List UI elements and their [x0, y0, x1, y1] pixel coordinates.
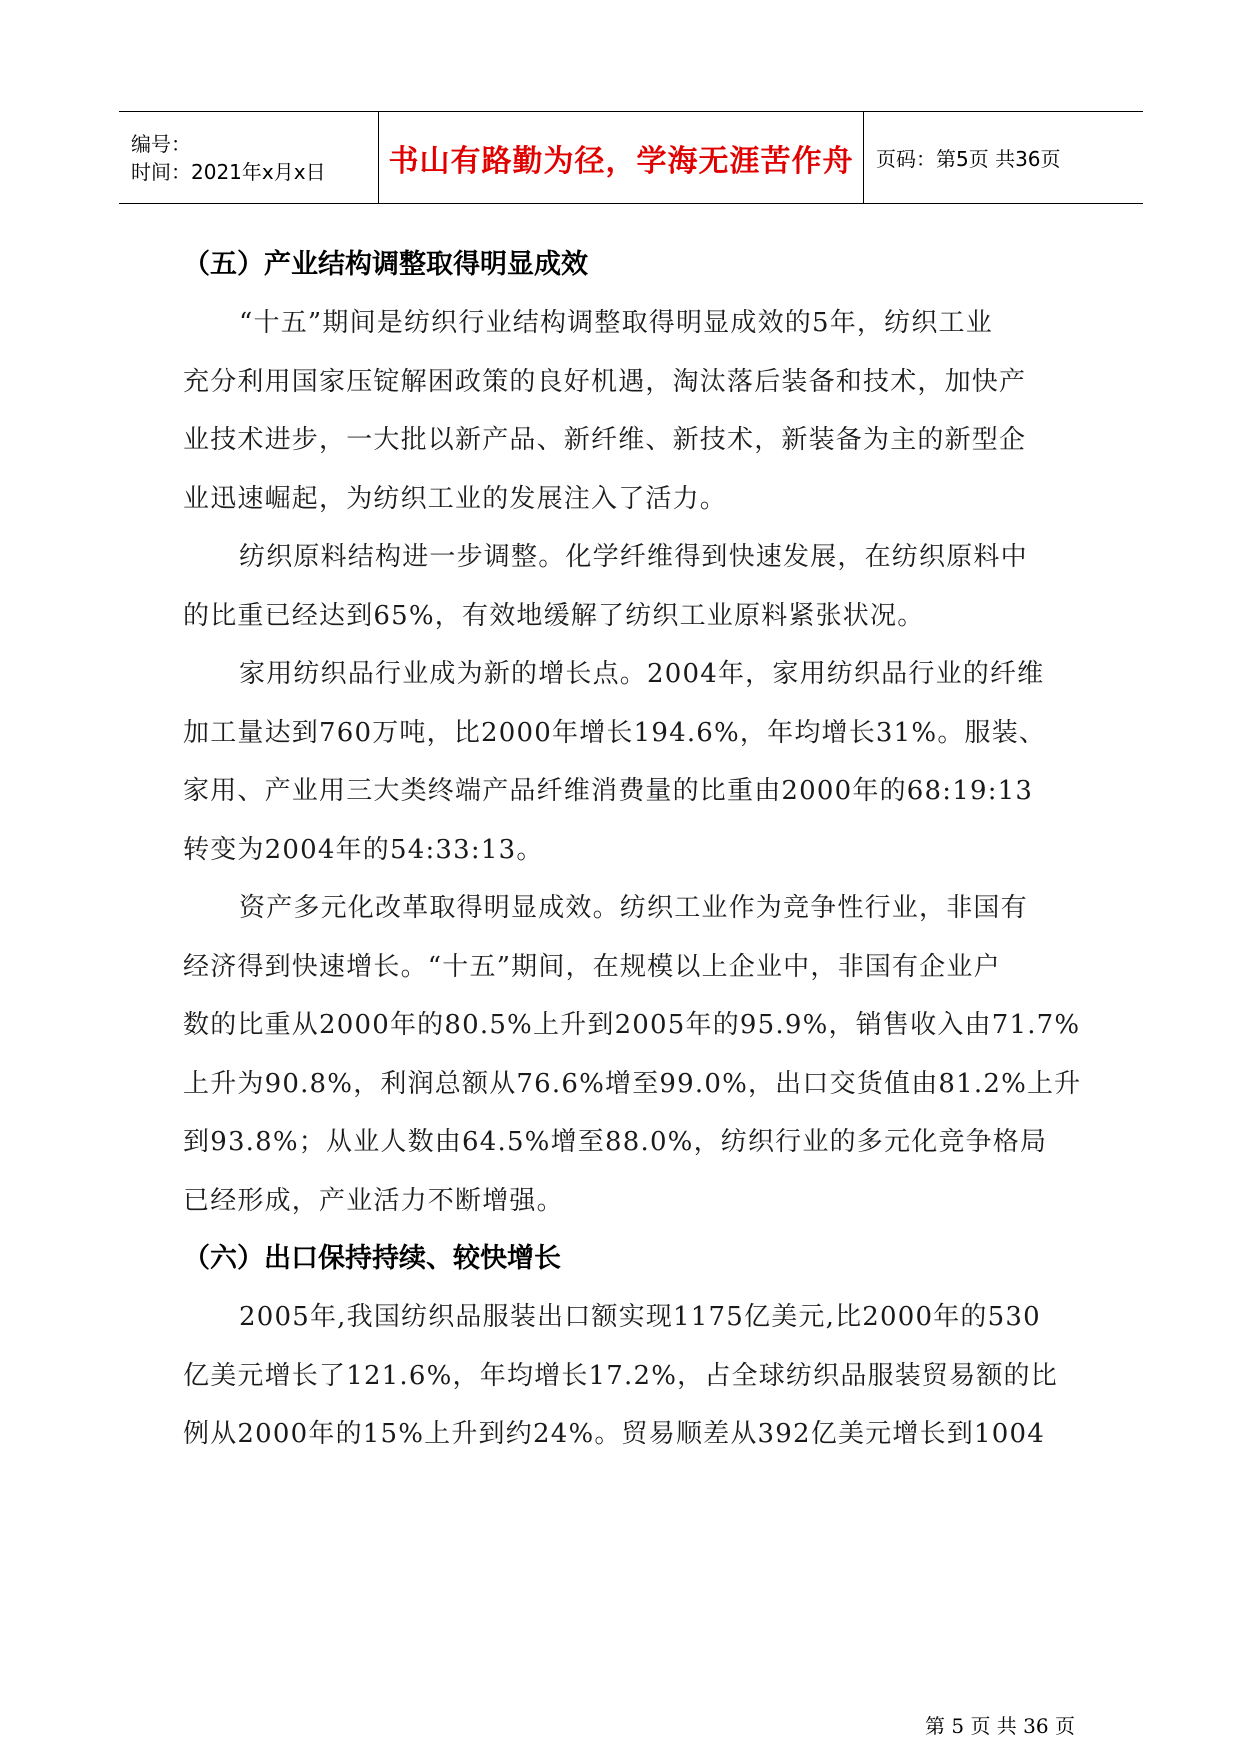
- paragraph: [183, 528, 1103, 645]
- paragraph: [183, 1288, 1103, 1464]
- section-heading: （五）产业结构调整取得明显成效: [183, 249, 588, 280]
- paragraph-line: “十五”期间是纺织行业结构调整取得明显成效的5年，纺织工业: [239, 308, 993, 338]
- header-meta-cell: [119, 112, 379, 203]
- paragraph-line: 上升为90.8%，利润总额从76.6%增至99.0%，出口交货值由81.2%上升: [183, 1068, 1082, 1099]
- header-page-number: 页码：第5页 共36页: [876, 147, 1061, 171]
- paragraph-line: 资产多元化改革取得明显成效。纺织工业作为竞争性行业，非国有: [239, 893, 1028, 923]
- page-header-table: [119, 111, 1143, 204]
- paragraph-line: 已经形成，产业活力不断增强。: [183, 1185, 564, 1216]
- paragraph-line: 加工量达到760万吨，比2000年增长194.6%，年均增长31%。服装、: [183, 717, 1047, 748]
- header-motto: 书山有路勤为径，学海无涯苦作舟: [388, 143, 854, 179]
- document-time-label: 时间：2021年x月x日: [131, 159, 326, 184]
- paragraph-line: 业技术进步，一大批以新产品、新纤维、新技术，新装备为主的新型企: [183, 425, 1027, 455]
- document-body: [183, 236, 1103, 1464]
- paragraph-line: 经济得到快速增长。“十五”期间，在规模以上企业中，非国有企业户: [183, 951, 1001, 982]
- paragraph-line: 家用纺织品行业成为新的增长点。2004年，家用纺织品行业的纤维: [239, 659, 1045, 689]
- document-number-label: 编号：: [131, 131, 191, 156]
- paragraph-line: 例从2000年的15%上升到约24%。贸易顺差从392亿美元增长到1004: [183, 1419, 1045, 1449]
- paragraph-line: 亿美元增长了121.6%，年均增长17.2%，占全球纺织品服装贸易额的比: [183, 1360, 1058, 1391]
- paragraph-line: 转变为2004年的54:33:13。: [183, 834, 544, 865]
- header-motto-cell: [379, 112, 864, 203]
- paragraph-line: 的比重已经达到65%，有效地缓解了纺织工业原料紧张状况。: [183, 600, 925, 631]
- paragraph-line: 家用、产业用三大类终端产品纤维消费量的比重由2000年的68:19:13: [183, 776, 1034, 806]
- paragraph-line: 2005年,我国纺织品服装出口额实现1175亿美元,比2000年的530: [239, 1302, 1041, 1332]
- paragraph: [183, 645, 1103, 879]
- paragraph-line: 业迅速崛起，为纺织工业的发展注入了活力。: [183, 483, 728, 514]
- header-page-cell: [864, 112, 1143, 203]
- paragraph: [183, 294, 1103, 528]
- page-footer-number: 第 5 页 共 36 页: [925, 1714, 1075, 1738]
- paragraph: [183, 879, 1103, 1230]
- section-heading: （六）出口保持持续、较快增长: [183, 1243, 561, 1274]
- paragraph-line: 到93.8%；从业人数由64.5%增至88.0%，纺织行业的多元化竞争格局: [183, 1127, 1048, 1157]
- paragraph-line: 数的比重从2000年的80.5%上升到2005年的95.9%，销售收入由71.7%: [183, 1010, 1081, 1040]
- paragraph-line: 纺织原料结构进一步调整。化学纤维得到快速发展，在纺织原料中: [239, 542, 1028, 572]
- paragraph-line: 充分利用国家压锭解困政策的良好机遇，淘汰落后装备和技术，加快产: [183, 366, 1027, 397]
